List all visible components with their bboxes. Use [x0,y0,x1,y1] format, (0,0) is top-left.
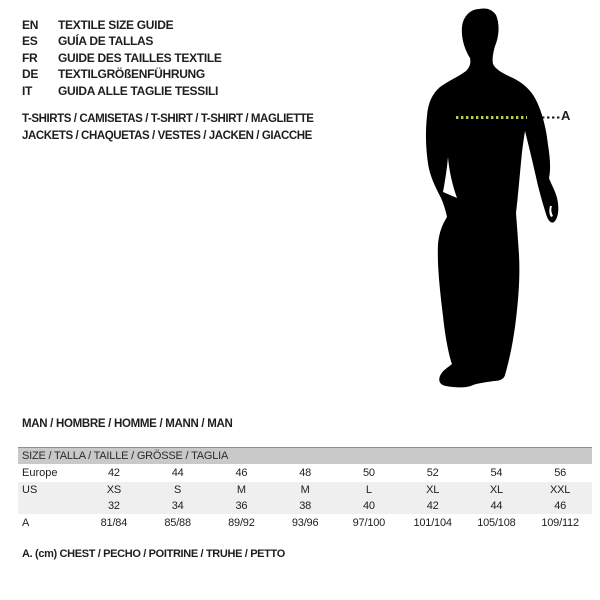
table-cell: 52 [426,467,439,479]
table-cell: 109/112 [541,517,579,529]
table-cell: XXL [550,484,571,496]
guide-title: TEXTILE SIZE GUIDE [58,18,174,32]
category-line-tshirts: T-SHIRTS / CAMISETAS / T-SHIRT / T-SHIRT / MAGLIETTE [22,111,314,125]
table-cell: S [174,484,182,496]
table-cell: M [300,484,310,496]
size-table [18,447,592,532]
table-row-label: A [22,517,30,529]
table-cell: XS [106,484,122,496]
table-cell: 40 [362,500,375,512]
table-cell: 93/96 [291,517,319,529]
measurement-footnote: A. (cm) CHEST / PECHO / POITRINE / TRUHE / PETTO [22,548,285,560]
table-cell: 89/92 [228,517,255,529]
language-code: IT [22,83,33,98]
table-cell: 81/84 [100,517,128,529]
table-cell: 36 [235,500,248,512]
table-cell: L [365,484,372,496]
table-cell: 97/100 [352,517,386,529]
table-cell: 34 [171,500,184,512]
table-cell: 32 [107,500,120,512]
table-row-us-numbers [18,498,592,514]
language-code: ES [22,34,38,49]
table-cell: 48 [299,467,312,479]
category-line-jackets: JACKETS / CHAQUETAS / VESTES / JACKEN / GIACCHE [22,127,312,142]
guide-title: TEXTILGRÖßENFÜHRUNG [58,67,205,82]
table-cell: 56 [554,467,567,479]
measurement-label-a: A [561,108,571,123]
table-cell: 54 [490,467,503,479]
man-silhouette [426,9,558,388]
guide-title: GUÍA DE TALLAS [58,34,154,49]
language-code: FR [22,50,38,65]
table-cell: 42 [107,467,120,479]
table-cell: 38 [299,500,312,512]
table-cell: 42 [426,500,439,512]
table-row-label: US [22,484,38,496]
table-row-europe [18,464,592,482]
language-code: EN [22,18,39,32]
section-title-man: MAN / HOMBRE / HOMME / MANN / MAN [22,418,233,430]
table-cell: 85/88 [164,517,191,529]
table-cell: M [236,484,246,496]
table-cell: 44 [171,467,184,479]
table-cell: 50 [362,467,375,479]
table-cell: 105/108 [477,517,516,529]
table-cell: 101/104 [413,517,452,529]
guide-title: GUIDE DES TAILLES TEXTILE [58,50,222,65]
table-row-label: Europe [22,467,58,479]
table-cell: 44 [490,500,503,512]
table-row-us-letters [18,482,592,498]
table-cell: XL [489,484,503,496]
table-cell: 46 [235,467,248,479]
table-cell: XL [426,484,440,496]
size-table-header: SIZE / TALLA / TAILLE / GRÖSSE / TAGLIA [18,448,592,464]
guide-title: GUIDA ALLE TAGLIE TESSILI [58,83,219,98]
table-row-chest-cm [18,514,592,532]
table-cell: 46 [554,500,567,512]
language-code: DE [22,67,39,82]
